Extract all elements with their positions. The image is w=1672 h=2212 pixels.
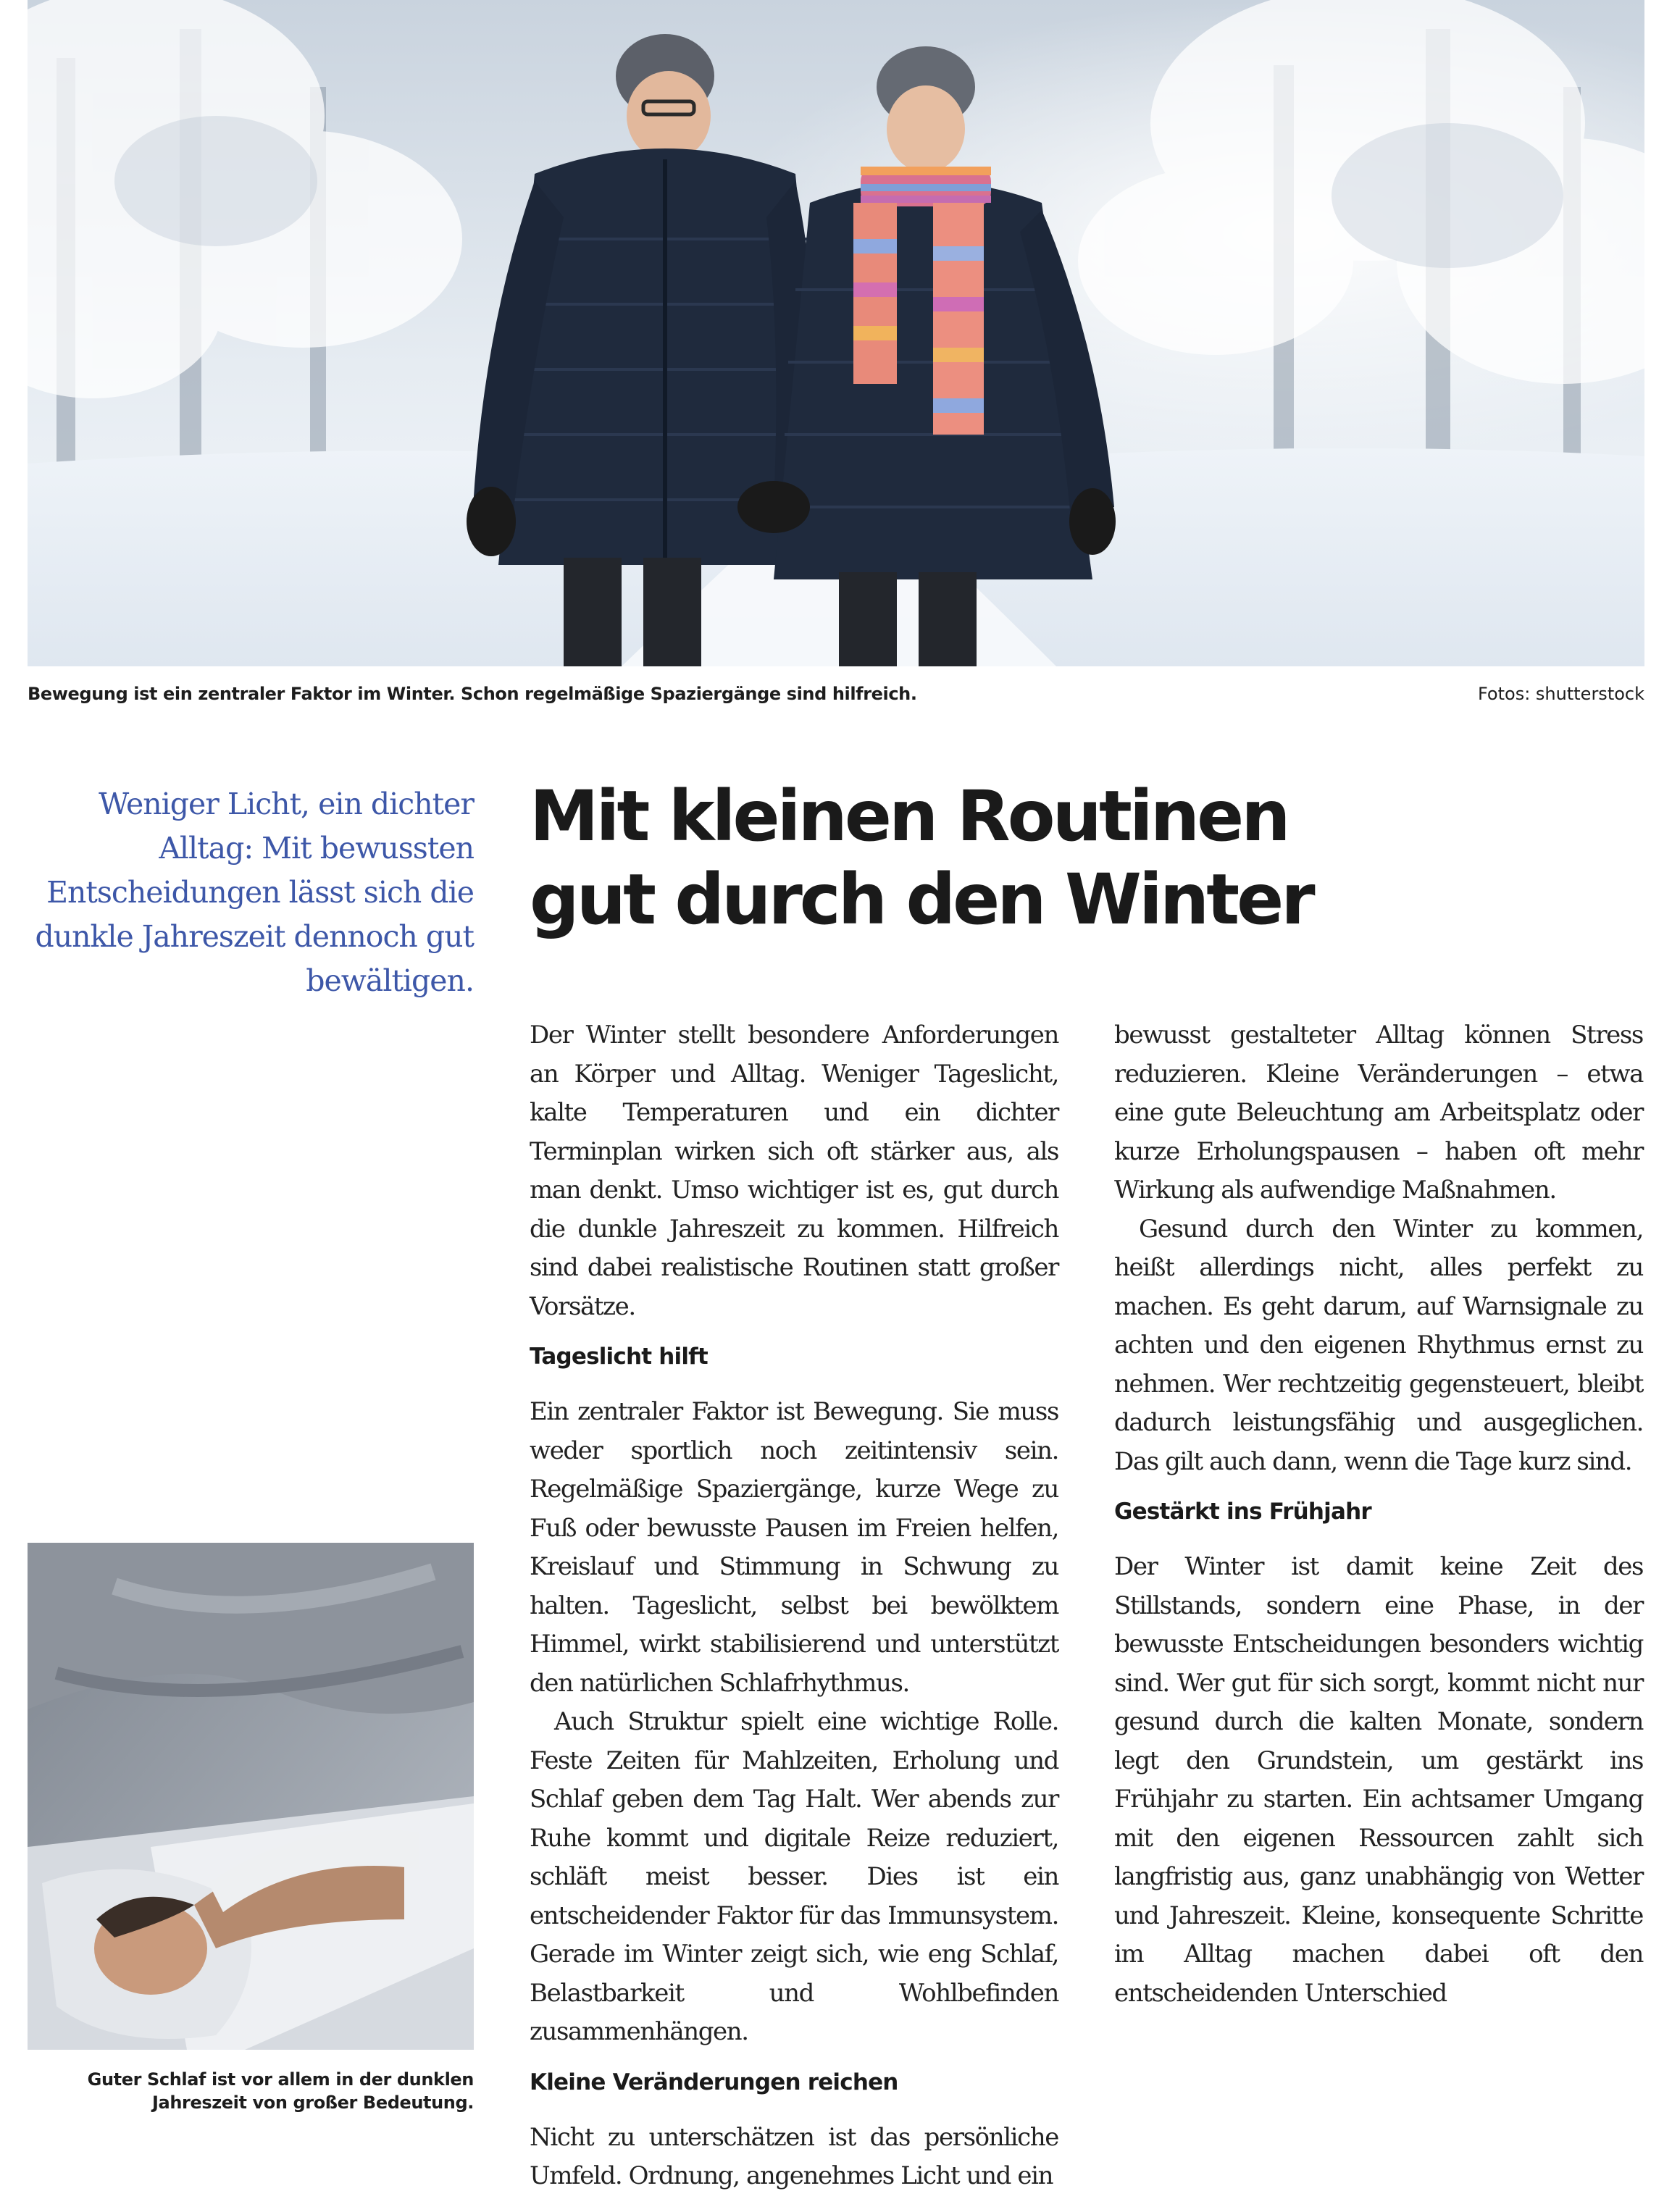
paragraph: Ein zentraler Faktor ist Bewegung. Sie muss weder sportlich noch zeitintensiv sein. Regelmäßige Spaziergänge, kurze Wege zu Fuß oder bewusste Pausen im Freien helfen, Kreislauf und Stimmung in Schwung zu halten. Tageslicht, selbst bei bewölktem Himmel, wirkt stabilisierend und unterstützt den natürlichen Schlafrhythmus. [530, 1397, 1058, 1698]
hero-photo-caption: Bewegung ist ein zentraler Faktor im Winter. Schon regelmäßige Spaziergänge sind hilfreich. [28, 684, 917, 704]
article-column-2 [1114, 1016, 1643, 2029]
subheading-veraenderungen: Kleine Veränderungen reichen [530, 2069, 898, 2095]
sleep-caption-line-1: Guter Schlaf ist vor allem in der dunklen [87, 2069, 474, 2090]
paragraph: Gesund durch den Winter zu kommen, heißt allerdings nicht, alles perfekt zu machen. Es geht darum, auf Warnsignale zu achten und den eigenen Rhythmus ernst zu nehmen. Wer rechtzeitig gegensteuert, bleibt dadurch leistungsfähig und ausgeglichen. Das gilt auch dann, wenn die Tage kurz sind. [1114, 1214, 1643, 1476]
article-intro: Weniger Licht, ein dichter Alltag: Mit bewussten Entscheidungen lässt sich die dunkle Jahreszeit dennoch gut bewältigen. [35, 787, 474, 998]
sleep-photo [28, 1543, 474, 2050]
sleep-caption-line-2: Jahreszeit von großer Bedeutung. [152, 2092, 474, 2113]
subheading-tageslicht: Tageslicht hilft [530, 1344, 708, 1370]
paragraph: Nicht zu unterschätzen ist das persönliche Umfeld. Ordnung, angenehmes Licht und ein [530, 2122, 1058, 2190]
headline-line-2: gut durch den Winter [530, 859, 1313, 940]
sleep-photo-caption [28, 2068, 474, 2114]
paragraph: Auch Struktur spielt eine wichtige Rolle. Feste Zeiten für Mahlzeiten, Erholung und Schlaf geben dem Tag Halt. Wer abends zur Ruhe kommt und digitale Reize reduziert, schläft meist besser. Dies ist ein entscheidender Faktor für das Immunsystem. Gerade im Winter zeigt sich, wie eng Schlaf, Belastbarkeit und Wohlbefinden zusammenhängen. [530, 1707, 1058, 2046]
paragraph: Der Winter ist damit keine Zeit des Stillstands, sondern eine Phase, in der bewusste Entscheidungen besonders wichtig sind. Wer gut für sich sorgt, kommt nicht nur gesund durch die kalten Monate, sondern legt den Grundstein, um gestärkt ins Frühjahr zu starten. Ein achtsamer Umgang mit den eigenen Ressourcen zahlt sich langfristig aus, ganz unabhängig von Wetter und Jahreszeit. Kleine, konsequente Schritte im Alltag machen dabei oft den entscheidenden Unterschied [1114, 1552, 1643, 2008]
sleep-photo-illustration [28, 1543, 474, 2050]
paragraph: Der Winter stellt besondere Anforderungen an Körper und Alltag. Weniger Tageslicht, kalte Temperaturen und ein dichter Terminplan wirken sich oft stärker aus, als man denkt. Umso wichtiger ist es, gut durch die dunkle Jahreszeit zu kommen. Hilfreich sind dabei realistische Routinen statt großer Vorsätze. [530, 1021, 1058, 1321]
photo-credit: Fotos: shutterstock [1477, 684, 1644, 704]
paragraph: bewusst gestalteter Alltag können Stress reduzieren. Kleine Veränderungen – etwa eine gute Beleuchtung am Arbeitsplatz oder kurze Erholungspausen – haben oft mehr Wirkung als aufwendige Maßnahmen. [1114, 1021, 1643, 1205]
headline-line-1: Mit kleinen Routinen [530, 776, 1288, 857]
hero-photo [28, 0, 1644, 666]
subheading-fruehjahr: Gestärkt ins Frühjahr [1114, 1499, 1371, 1525]
hero-photo-illustration [28, 0, 1644, 666]
article-headline [530, 775, 1631, 942]
article-column-1 [530, 1016, 1058, 2212]
